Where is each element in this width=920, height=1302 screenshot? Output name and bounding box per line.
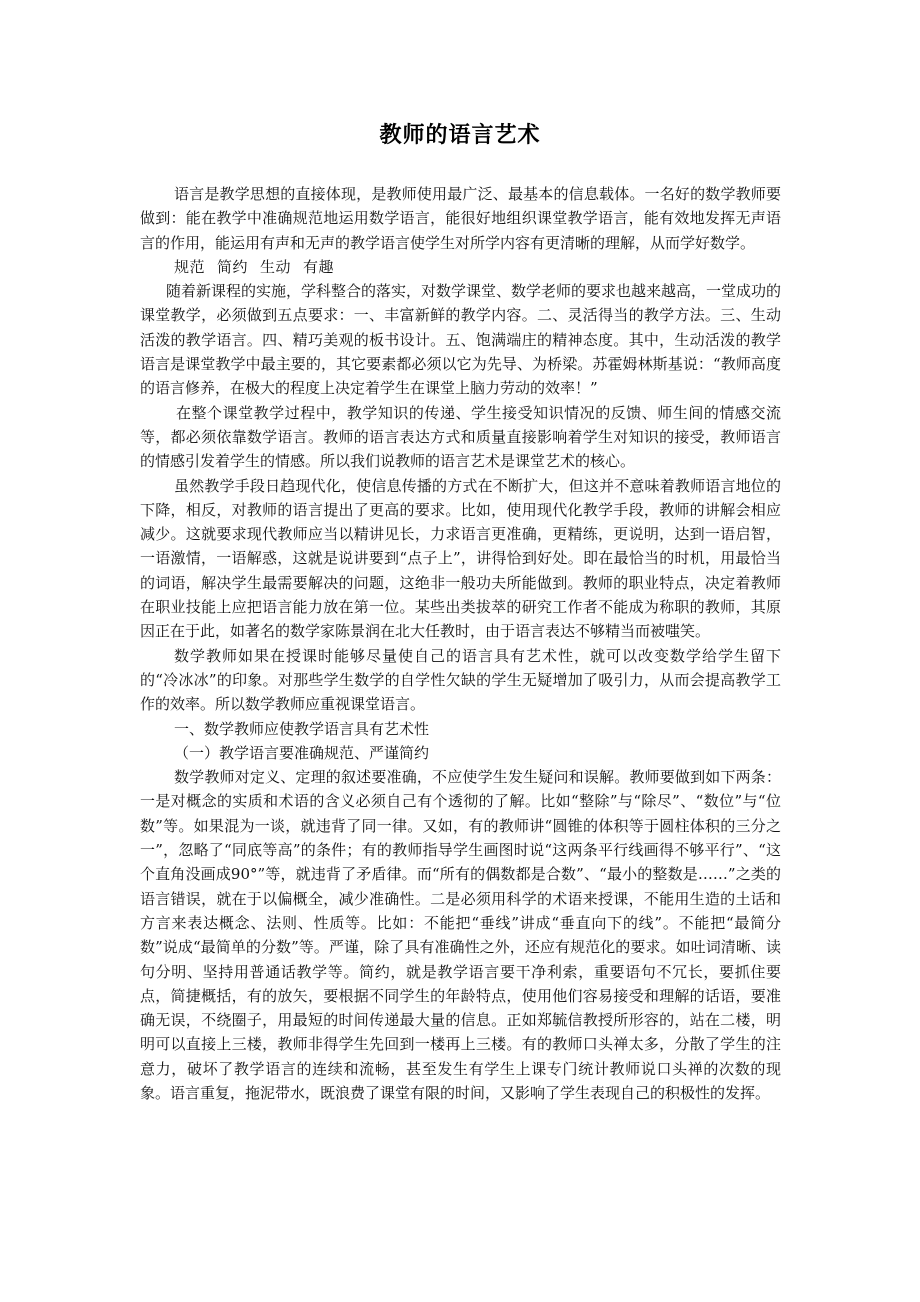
keywords-line [140, 255, 781, 279]
keyword: 规范 [174, 257, 206, 276]
document-body [140, 182, 781, 1105]
section-heading: 一、数学教师应使教学语言具有艺术性 [174, 719, 430, 738]
paragraph-new-curriculum: 随着新课程的实施，学科整合的落实，对数学课堂、数学老师的要求也越来越高，一堂成功的课堂教学，必须做到五点要求：一、丰富新鲜的教学内容。二、灵活得当的教学方法。三、生动活泼的教学语言。四、精巧美观的板书设计。五、饱满端庄的精神态度。其中，生动活泼的教学语言是课堂教学中最主要的，其它要素都必须以它为先导、为桥梁。苏霍姆林斯基说：“教师高度的语言修养，在极大的程度上决定着学生在课堂上脑力劳动的效率！” [140, 282, 782, 398]
subsection-heading: （一）教学语言要准确规范、严谨简约 [174, 743, 430, 762]
paragraph-precision: 数学教师对定义、定理的叙述要准确，不应使学生发生疑问和误解。教师要做到如下两条：一是对概念的实质和术语的含义必须自己有个透彻的了解。比如“整除”与“除尽”、“数位”与“位数”等。如果混为一谈，就违背了同一律。又如，有的教师讲“圆锥的体积等于圆柱体积的三分之一”，忽略了“同底等高”的条件；有的教师指导学生画图时说“这两条平行线画得不够平行”、“这个直角没画成90°”等，就违背了矛盾律。而“所有的偶数都是合数”、“最小的整数是……”之类的语言错误，就在于以偏概全，减少准确性。二是必须用科学的术语来授课，不能用生造的土话和方言来表达概念、法则、性质等。比如：不能把“垂线”讲成“垂直向下的线”。不能把“最简分数”说成“最简单的分数”等。严谨，除了具有准确性之外，还应有规范化的要求。如吐词清晰、读句分明、坚持用普通话教学等。简约，就是教学语言要干净利索，重要语句不冗长，要抓住要点，简捷概括，有的放矢，要根据不同学生的年龄特点，使用他们容易接受和理解的话语，要准确无误，不绕圈子，用最短的时间传递最大量的信息。正如郑毓信教授所形容的，站在二楼，明明可以直接上三楼，教师非得学生先回到一楼再上三楼。有的教师口头禅太多，分散了学生的注意力，破坏了教学语言的连续和流畅，甚至发生有学生上课专门统计教师说口头禅的次数的现象。语言重复，拖泥带水，既浪费了课堂有限的时间，又影响了学生表现自己的积极性的发挥。 [140, 768, 781, 1102]
keyword: 生动 [260, 257, 292, 276]
paragraph-artistry: 数学教师如果在授课时能够尽量使自己的语言具有艺术性，就可以改变数学给学生留下的“冷冰冰”的印象。对那些学生数学的自学性欠缺的学生无疑增加了吸引力，从而会提高教学工作的效率。所以数学教师应重视课堂语言。 [140, 646, 781, 714]
document-title: 教师的语言艺术 [379, 122, 541, 148]
keyword: 有趣 [303, 257, 335, 276]
paragraph-classroom-process: 在整个课堂教学过程中，教学知识的传递、学生接受知识情况的反馈、师生间的情感交流等，都必须依靠数学语言。教师的语言表达方式和质量直接影响着学生对知识的接受，教师语言的情感引发着学生的情感。所以我们说教师的语言艺术是课堂艺术的核心。 [140, 403, 781, 471]
paragraph-modernization: 虽然教学手段日趋现代化，使信息传播的方式在不断扩大，但这并不意味着教师语言地位的下降，相反，对教师的语言提出了更高的要求。比如，使用现代化教学手段，教师的讲解会相应减少。这就要求现代教师应当以精讲见长，力求语言更准确，更精练，更说明，达到一语启智，一语激情，一语解惑，这就是说讲要到“点子上”，讲得恰到好处。即在最恰当的时机，用最恰当的词语，解决学生最需要解决的问题，这绝非一般功夫所能做到。教师的职业特点，决定着教师在职业技能上应把语言能力放在第一位。某些出类拔萃的研究工作者不能成为称职的教师，其原因正在于此，如著名的数学家陈景润在北大任教时，由于语言表达不够精当而被嗤笑。 [140, 476, 781, 641]
keyword: 简约 [217, 257, 249, 276]
paragraph-intro: 语言是教学思想的直接体现，是教师使用最广泛、最基本的信息载体。一名好的数学教师要做到：能在教学中准确规范地运用数学语言，能很好地组织课堂教学语言，能有效地发挥无声语言的作用，能运用有声和无声的教学语言使学生对所学内容有更清晰的理解，从而学好数学。 [140, 185, 781, 252]
